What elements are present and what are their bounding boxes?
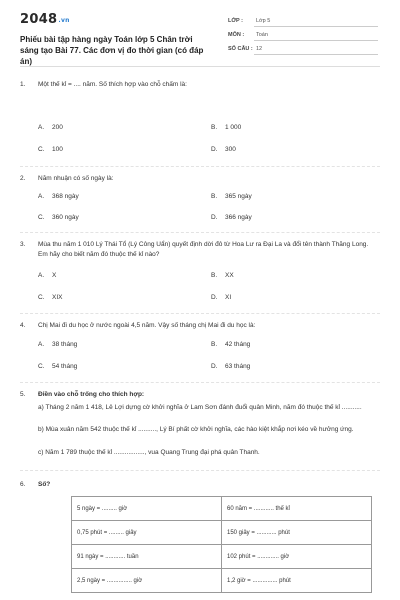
- table-row: [72, 545, 372, 569]
- question-number: 3.: [20, 241, 26, 248]
- option-letter: B.: [211, 272, 218, 279]
- option-a[interactable]: [38, 124, 63, 131]
- logo-main: 2048: [20, 12, 58, 27]
- option-text: XIX: [52, 294, 63, 301]
- fill-item-a: a) Tháng 2 năm 1 418, Lê Lợi dựng cờ khởi nghĩa ở Lam Sơn đánh đuổi quân Minh, năm đó thuộc thế kỉ ...........: [38, 404, 362, 411]
- option-text: XI: [225, 294, 232, 301]
- question-divider: [20, 166, 380, 167]
- option-letter: A.: [38, 341, 45, 348]
- question-text: Số?: [38, 481, 51, 488]
- option-letter: C.: [38, 214, 45, 221]
- option-letter: A.: [38, 193, 45, 200]
- meta-divider: [254, 54, 378, 55]
- option-letter: C.: [38, 294, 45, 301]
- option-letter: A.: [38, 124, 45, 131]
- option-letter: D.: [211, 214, 218, 221]
- option-text: 366 ngày: [225, 214, 252, 221]
- meta-label: SỐ CÂU :: [228, 46, 253, 52]
- option-letter: D.: [211, 294, 218, 301]
- table-cell[interactable]: 0,75 phút = ......... giây: [72, 521, 222, 545]
- option-text: 100: [52, 146, 63, 153]
- conversion-table: [71, 496, 372, 593]
- option-a[interactable]: [38, 341, 77, 348]
- meta-value: Lớp 5: [256, 18, 271, 24]
- fill-item-b: b) Mùa xuân năm 542 thuộc thế kỉ .........., Lý Bí phất cờ khởi nghĩa, các hào kiệt khắp nơi kéo về hưởng ứng.: [38, 426, 354, 433]
- question-text: Năm nhuận có số ngày là:: [38, 175, 114, 182]
- option-text: 300: [225, 146, 236, 153]
- option-a[interactable]: [38, 193, 79, 200]
- option-text: 63 tháng: [225, 363, 251, 370]
- option-c[interactable]: [38, 294, 62, 301]
- table-cell[interactable]: 1,2 giờ = ............... phút: [222, 569, 372, 593]
- meta-count: [228, 46, 378, 56]
- option-b[interactable]: [211, 341, 250, 348]
- table-row: [72, 497, 372, 521]
- option-a[interactable]: [38, 272, 56, 279]
- meta-divider: [254, 40, 378, 41]
- option-text: XX: [225, 272, 234, 279]
- option-c[interactable]: [38, 363, 77, 370]
- option-b[interactable]: [211, 272, 234, 279]
- option-text: 200: [52, 124, 63, 131]
- question-divider: [20, 470, 380, 471]
- question-text: Một thế kỉ = .... năm. Số thích hợp vào chỗ chấm là:: [38, 81, 187, 88]
- option-text: 38 tháng: [52, 341, 78, 348]
- header-divider: [20, 66, 380, 67]
- worksheet-title: Phiếu bài tập hàng ngày Toán lớp 5 Chân trời sáng tạo Bài 77. Các đơn vị đo thời gian (có đáp án): [20, 35, 204, 66]
- option-b[interactable]: [211, 193, 252, 200]
- table-row: [72, 521, 372, 545]
- meta-subject: [228, 32, 378, 42]
- fill-item-c: c) Năm 1 789 thuộc thế kỉ ................., vua Quang Trung đại phá quân Thanh.: [38, 449, 260, 456]
- option-d[interactable]: [211, 294, 231, 301]
- option-text: 54 tháng: [52, 363, 78, 370]
- option-d[interactable]: [211, 363, 250, 370]
- table-cell[interactable]: 5 ngày = ......... giờ: [72, 497, 222, 521]
- option-c[interactable]: [38, 146, 63, 153]
- option-letter: C.: [38, 146, 45, 153]
- option-text: 1 000: [225, 124, 242, 131]
- option-letter: B.: [211, 124, 218, 131]
- question-text: Chị Mai đi du học ở nước ngoài 4,5 năm. Vậy số tháng chị Mai đi du học là:: [38, 322, 256, 329]
- option-letter: D.: [211, 363, 218, 370]
- meta-divider: [254, 26, 378, 27]
- question-text: Mùa thu năm 1 010 Lý Thái Tổ (Lý Công Uẩn) quyết định dời đô từ Hoa Lư ra Đại La và đổi tên thành Thăng Long. Em hãy cho biết năm đó thuộc thế kỉ nào?: [38, 241, 369, 258]
- option-text: X: [52, 272, 57, 279]
- option-text: 360 ngày: [52, 214, 79, 221]
- option-letter: B.: [211, 341, 218, 348]
- option-text: 368 ngày: [52, 193, 79, 200]
- table-cell[interactable]: 60 năm = ............ thế kỉ: [222, 497, 372, 521]
- option-text: 42 tháng: [225, 341, 251, 348]
- table-cell[interactable]: 102 phút = ............. giờ: [222, 545, 372, 569]
- table-cell[interactable]: 91 ngày = ............ tuần: [72, 545, 222, 569]
- meta-value: 12: [256, 46, 263, 52]
- option-d[interactable]: [211, 214, 252, 221]
- option-b[interactable]: [211, 124, 241, 131]
- question-number: 1.: [20, 81, 26, 88]
- meta-label: LỚP :: [228, 18, 243, 24]
- option-letter: B.: [211, 193, 218, 200]
- meta-label: MÔN :: [228, 32, 245, 38]
- table-row: [72, 569, 372, 593]
- option-letter: A.: [38, 272, 45, 279]
- table-cell[interactable]: 150 giây = ............ phút: [222, 521, 372, 545]
- question-divider: [20, 382, 380, 383]
- question-number: 4.: [20, 322, 26, 329]
- table-cell[interactable]: 2,5 ngày = ............... giờ: [72, 569, 222, 593]
- site-logo[interactable]: [20, 12, 70, 27]
- option-text: 365 ngày: [225, 193, 252, 200]
- option-c[interactable]: [38, 214, 79, 221]
- logo-sub: .vn: [58, 17, 70, 24]
- question-divider: [20, 232, 380, 233]
- question-number: 5.: [20, 391, 26, 398]
- meta-class: [228, 18, 378, 28]
- question-text: Điền vào chỗ trống cho thích hợp:: [38, 391, 145, 398]
- option-letter: D.: [211, 146, 218, 153]
- question-number: 2.: [20, 175, 26, 182]
- question-divider: [20, 313, 380, 314]
- option-letter: C.: [38, 363, 45, 370]
- meta-value: Toán: [256, 32, 268, 38]
- option-d[interactable]: [211, 146, 236, 153]
- question-number: 6.: [20, 481, 26, 488]
